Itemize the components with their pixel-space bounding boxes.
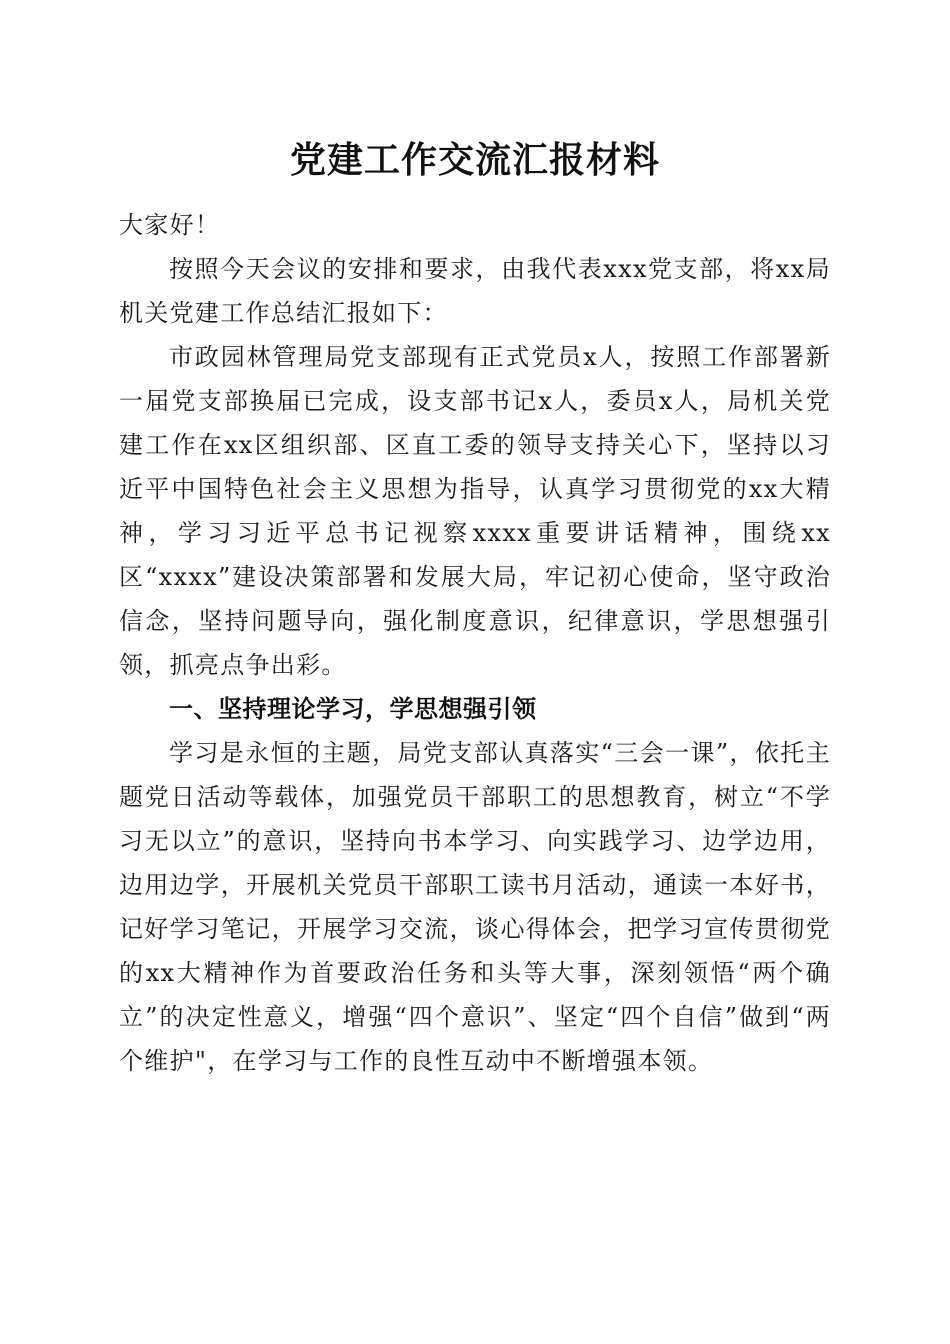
overview-paragraph: 市政园林管理局党支部现有正式党员x人，按照工作部署新一届党支部换届已完成，设支部书记x人，委员x人，局机关党建工作在xx区组织部、区直工委的领导支持关心下，坚持以习近平中国特色社会主义思想为指导，认真学习贯彻党的xx大精神，学习习近平总书记视察xxxx重要讲话精神，围绕xx区“xxxx”建设决策部署和发展大局，牢记初心使命，坚守政治信念，坚持问题导向，强化制度意识，纪律意识，学思想强引领，抓亮点争出彩。 <box>119 343 831 679</box>
document-body <box>119 203 831 1083</box>
section-paragraph: 学习是永恒的主题，局党支部认真落实“三会一课”，依托主题党日活动等载体，加强党员干部职工的思想教育，树立“不学习无以立”的意识，坚持向书本学习、向实践学习、边学边用，边用边学，开展机关党员干部职工读书月活动，通读一本好书，记好学习笔记，开展学习交流，谈心得体会，把学习宣传贯彻党的xx大精神作为首要政治任务和头等大事，深刻领悟“两个确立”的决定性意义，增强“四个意识”、坚定“四个自信”做到“两个维护"，在学习与工作的良性互动中不断增强本领。 <box>119 739 831 1075</box>
greeting: 大家好！ <box>119 211 221 239</box>
document-title: 党建工作交流汇报材料 <box>289 139 660 181</box>
intro-paragraph: 按照今天会议的安排和要求，由我代表xxx党支部，将xx局机关党建工作总结汇报如下： <box>119 255 831 327</box>
section-heading: 一、坚持理论学习，学思想强引领 <box>169 695 537 723</box>
